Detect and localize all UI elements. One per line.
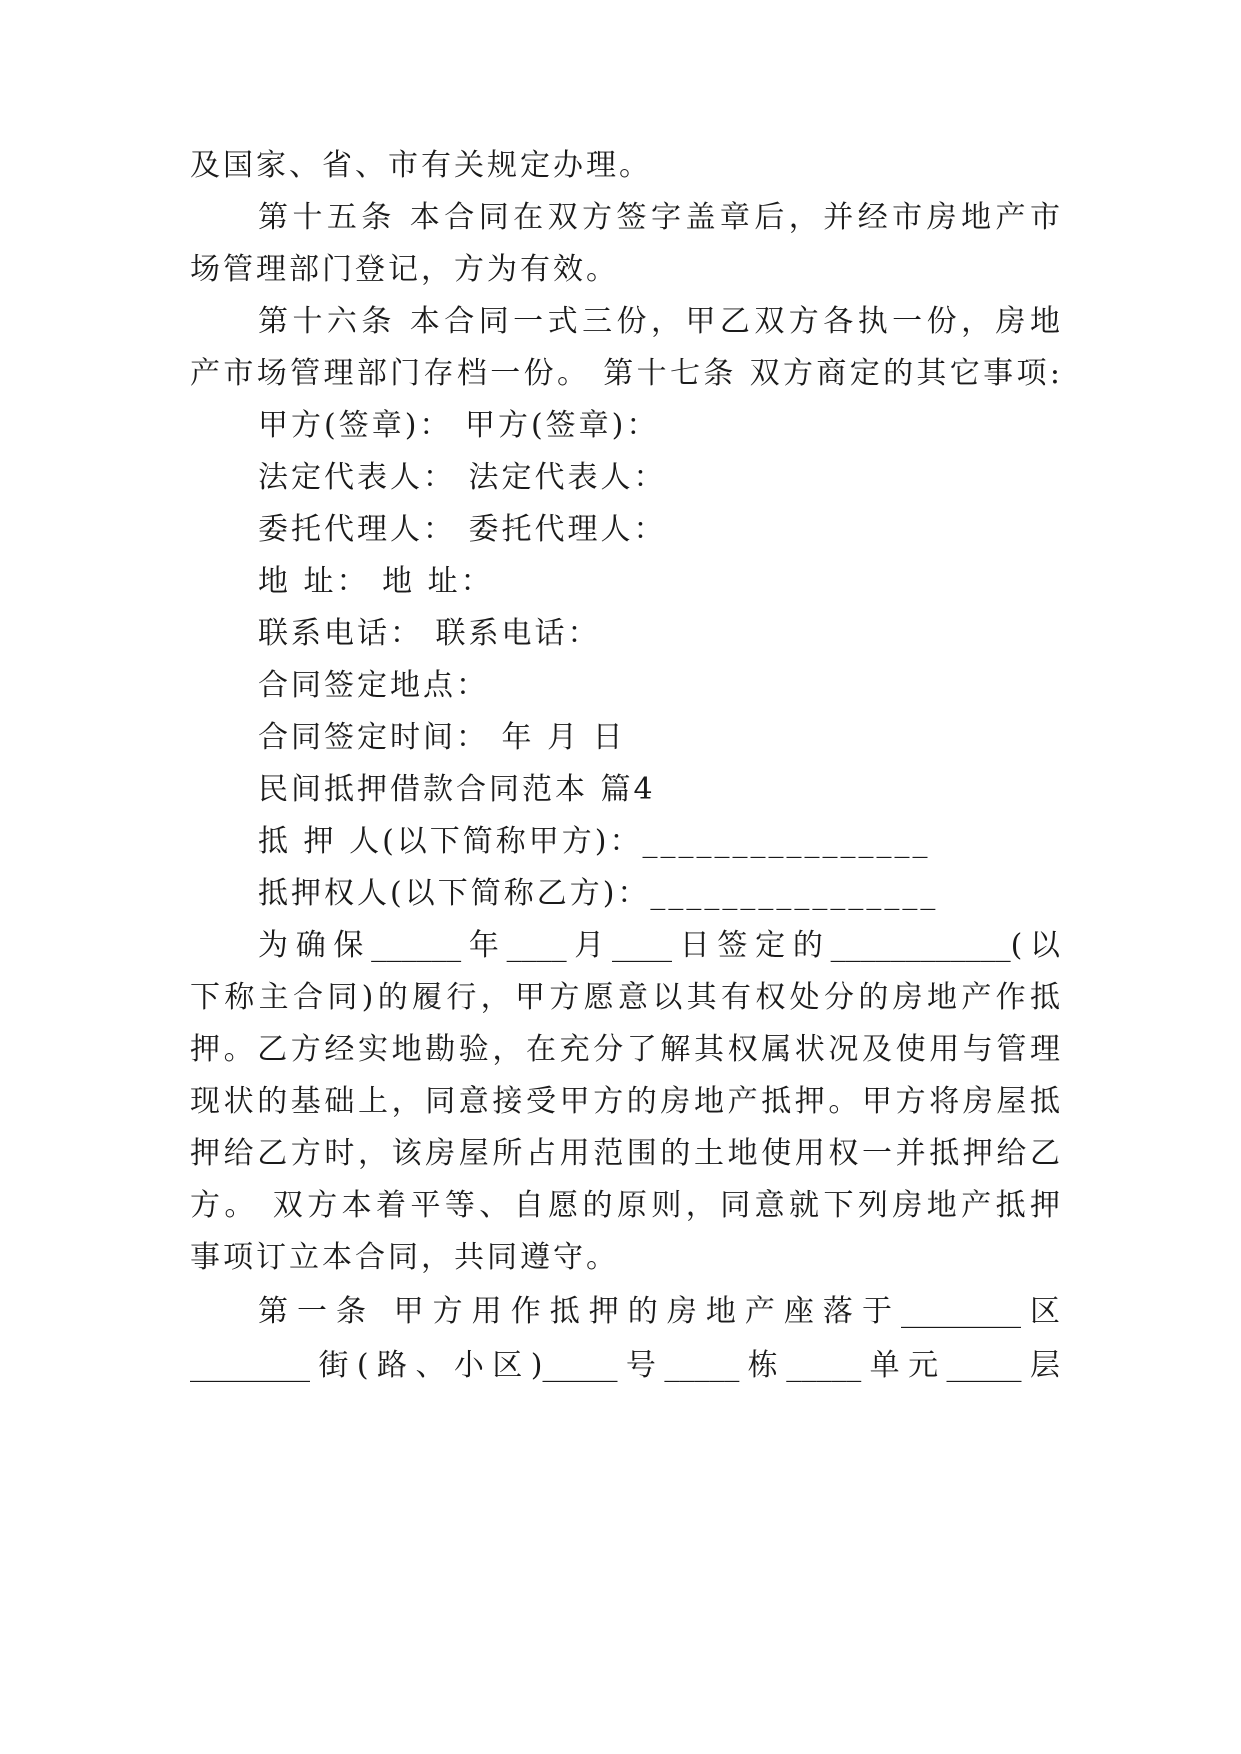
text-line: ________街(路、小区)_____号_____栋_____单元_____层 (190, 1348, 1060, 1383)
text-line: 第一条 甲方用作抵押的房地产座落于________区 (258, 1294, 1060, 1329)
signature-label: 委托代理人： 委托代理人： (258, 512, 667, 547)
text-line: 押。乙方经实地勘验，在充分了解其权属状况及使用与管理 (190, 1032, 1060, 1067)
text-line: 第十五条 本合同在双方签字盖章后，并经市房地产市 (258, 200, 1060, 235)
text-line: 产市场管理部门存档一份。 第十七条 双方商定的其它事项: (190, 356, 1060, 391)
signature-label: 地 址： 地 址： (258, 564, 494, 599)
text-line: 下称主合同)的履行，甲方愿意以其有权处分的房地产作抵 (190, 980, 1060, 1015)
text-line: 事项订立本合同，共同遵守。 (190, 1240, 619, 1275)
text-line: 第十六条 本合同一式三份，甲乙双方各执一份，房地 (258, 304, 1060, 339)
party-field: 抵押权人(以下简称乙方)：________________ (258, 876, 939, 911)
party-field: 抵 押 人(以下简称甲方)：________________ (258, 824, 931, 859)
text-line: 方。 双方本着平等、自愿的原则，同意就下列房地产抵押 (190, 1188, 1060, 1223)
signature-label: 联系电话： 联系电话： (258, 616, 601, 651)
text-line: 场管理部门登记，方为有效。 (190, 252, 619, 287)
signature-label: 合同签定地点： (258, 668, 489, 703)
text-line: 为确保______年____月____日签定的____________(以 (258, 928, 1060, 963)
signature-label: 合同签定时间： 年 月 日 (258, 720, 626, 755)
text-line: 及国家、省、市有关规定办理。 (190, 148, 652, 183)
text-line: 现状的基础上，同意接受甲方的房地产抵押。甲方将房屋抵 (190, 1084, 1060, 1119)
text-line: 押给乙方时，该房屋所占用范围的土地使用权一并抵押给乙 (190, 1136, 1060, 1171)
signature-label: 甲方(签章)： 甲方(签章)： (258, 408, 660, 443)
section-heading: 民间抵押借款合同范本 篇4 (258, 772, 656, 807)
signature-label: 法定代表人： 法定代表人： (258, 460, 667, 495)
